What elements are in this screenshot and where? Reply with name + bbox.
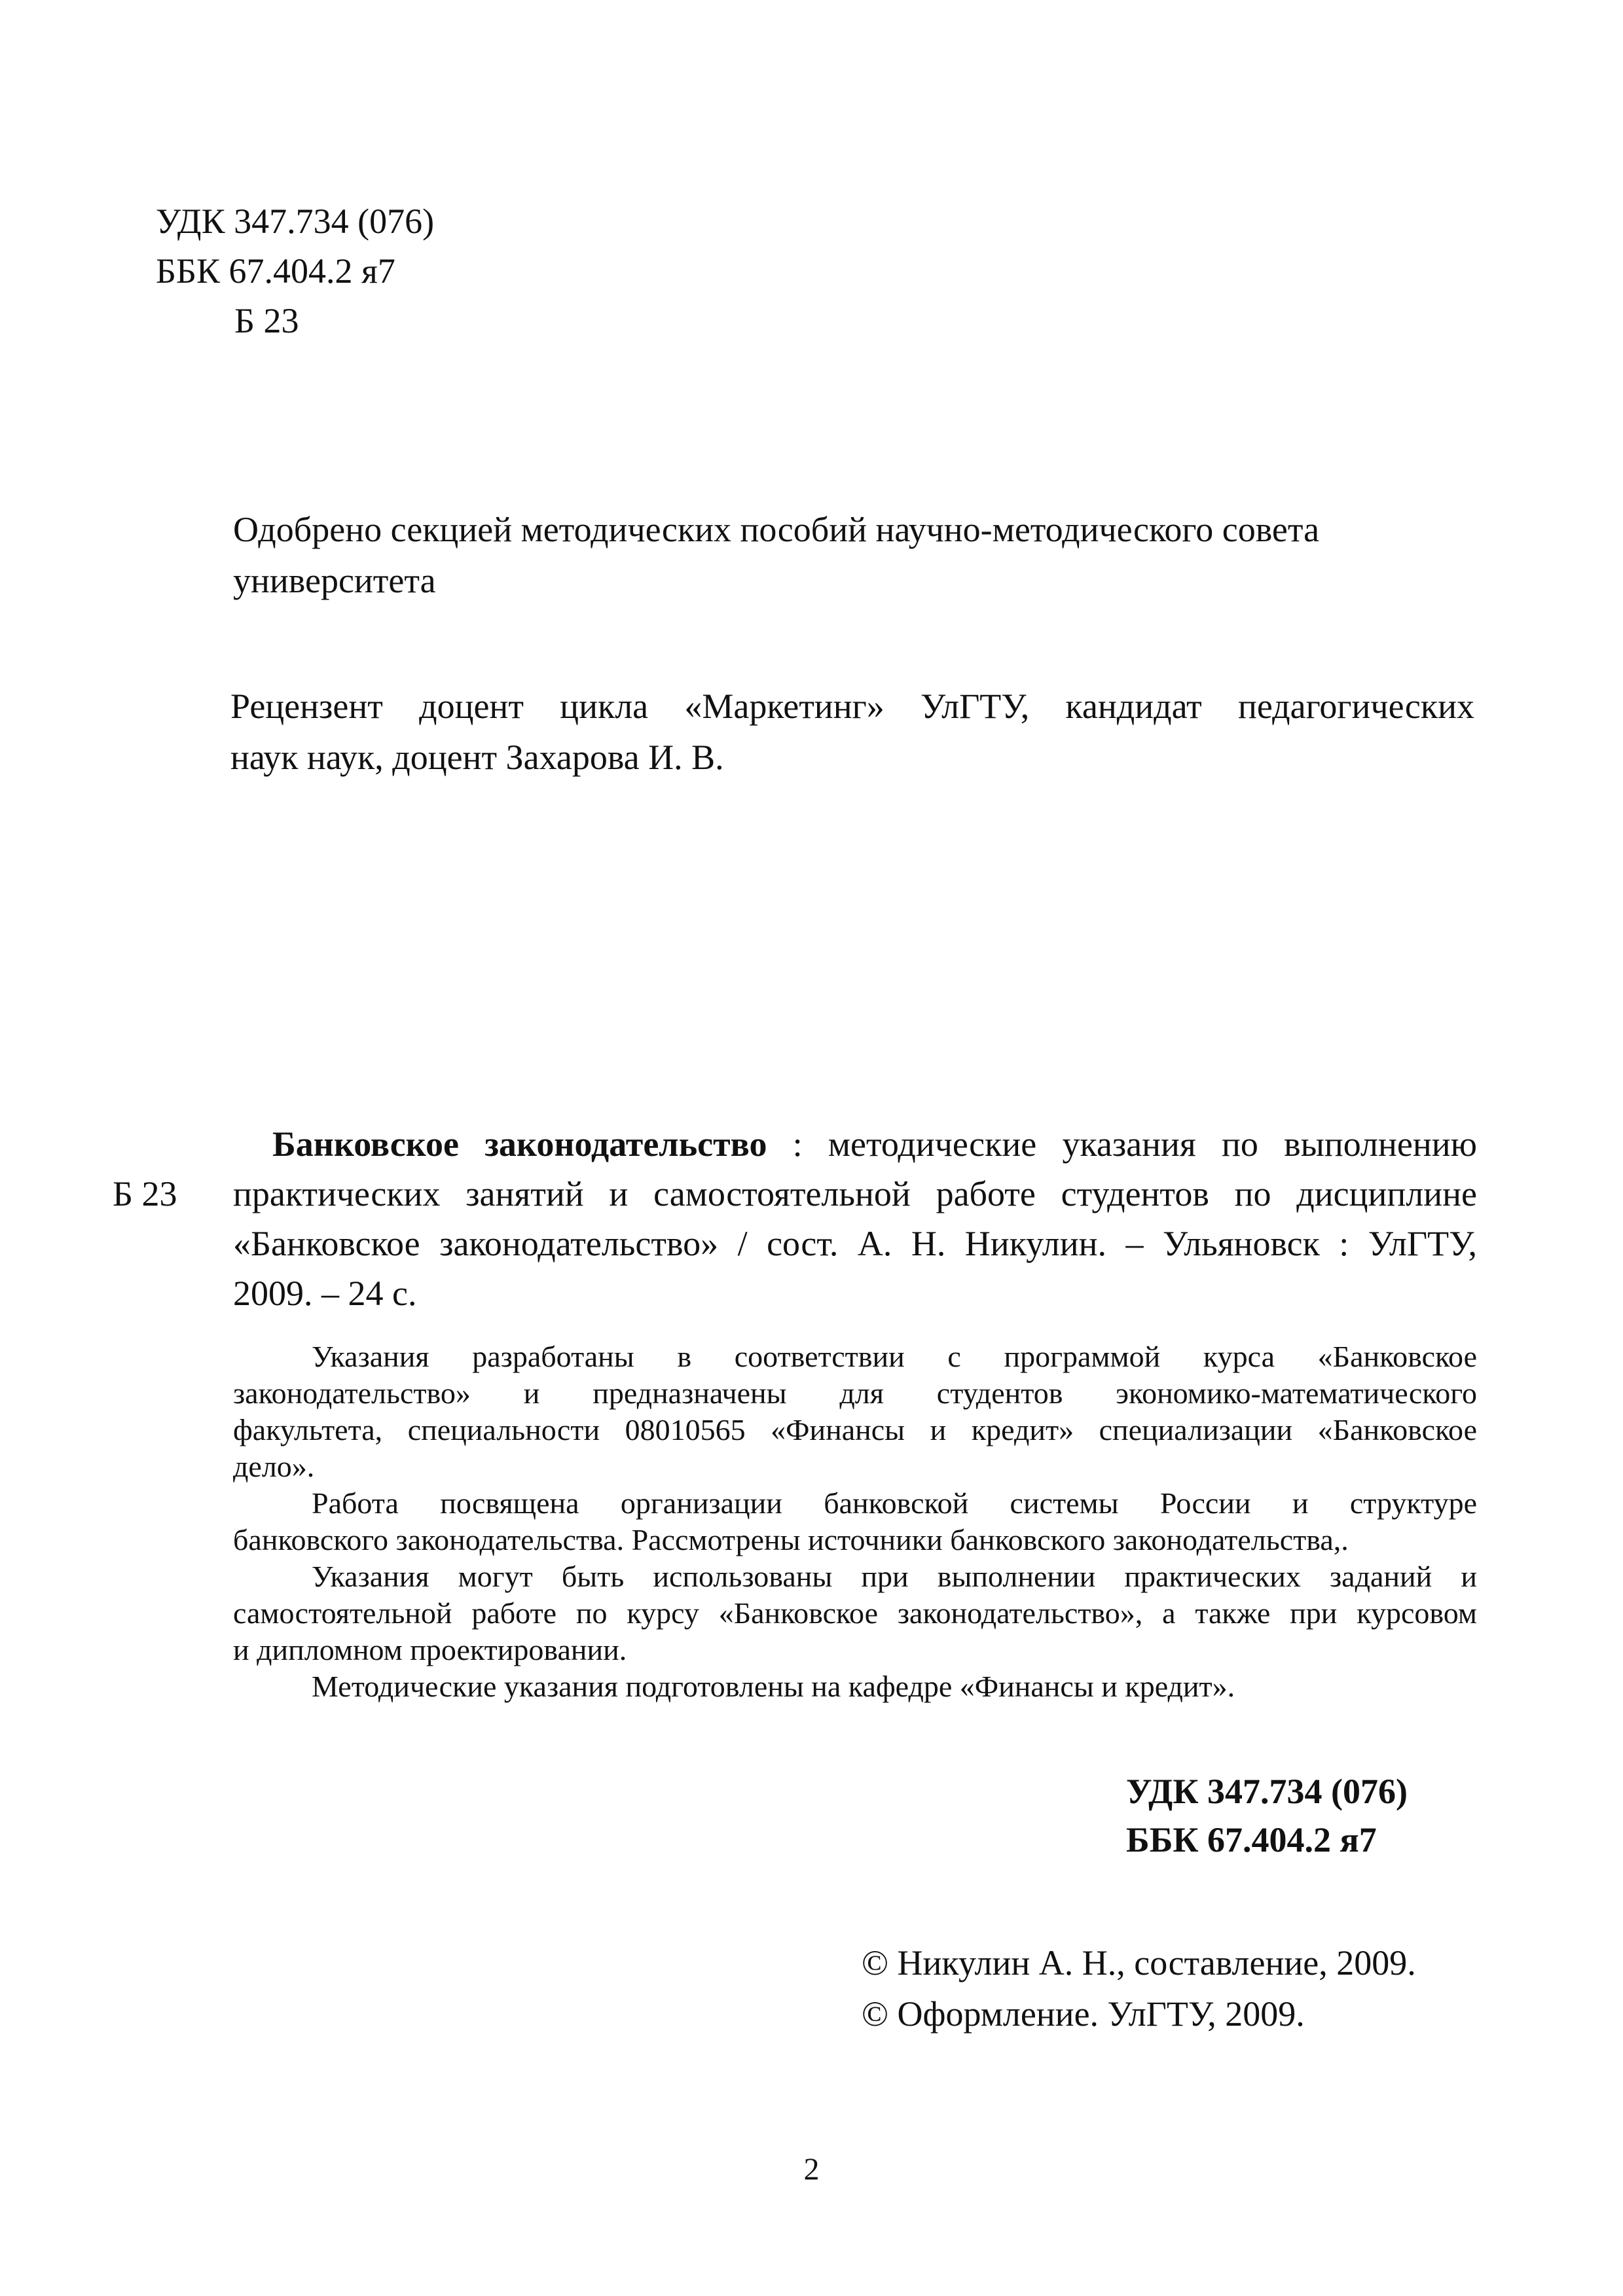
page-number: 2 <box>803 2152 820 2187</box>
bbk-code: ББК 67.404.2 я7 <box>156 251 395 291</box>
record-margin-mark: Б 23 <box>113 1174 177 1213</box>
udk-code: УДК 347.734 (076) <box>156 202 435 241</box>
record-line-4: 2009. – 24 с. <box>233 1274 417 1313</box>
copyright <box>862 1937 1416 2039</box>
copyright-line-2: © Оформление. УлГТУ, 2009. <box>862 1994 1305 2034</box>
bibliographic-record <box>233 1119 1477 1318</box>
approval-line-1: Одобрено секцией методических пособий научно-методического совета <box>233 510 1320 549</box>
annotation-p4-line-1: Методические указания подготовлены на кафедре «Финансы и кредит». <box>312 1670 1235 1703</box>
annotation <box>233 1338 1477 1705</box>
author-mark: Б 23 <box>234 301 299 340</box>
annotation-p3-line-1: Указания могут быть использованы при выполнении практических заданий и <box>312 1560 1477 1593</box>
record-title: Банковское законодательство <box>272 1124 767 1164</box>
reviewer-line-1: Рецензент доцент цикла «Маркетинг» УлГТУ, кандидат педагогических <box>230 687 1474 726</box>
annotation-p3-line-3: и дипломном проектировании. <box>233 1633 627 1666</box>
annotation-p1-line-2: законодательство» и предназначены для студентов экономико-математического <box>233 1376 1477 1410</box>
annotation-p1-line-1: Указания разработаны в соответствии с программой курса «Банковское <box>312 1340 1477 1373</box>
footer-udk-code: УДК 347.734 (076) <box>1126 1772 1408 1811</box>
record-line-1-rest: : методические указания по выполнению <box>767 1124 1477 1164</box>
annotation-p2-line-2: банковского законодательства. Рассмотрены источники банковского законодательства,. <box>233 1523 1349 1556</box>
record-line-2: практических занятий и самостоятельной работе студентов по дисциплине <box>233 1174 1477 1213</box>
record-line-1 <box>233 1119 1477 1169</box>
reviewer-line-2: наук наук, доцент Захарова И. В. <box>230 738 724 777</box>
annotation-p1-line-3: факультета, специальности 08010565 «Финансы и кредит» специализации «Банковское <box>233 1413 1477 1446</box>
reviewer-note <box>230 681 1474 783</box>
annotation-p3-line-2: самостоятельной работе по курсу «Банковское законодательство», а также при курсовом <box>233 1596 1477 1630</box>
copyright-line-1: © Никулин А. Н., составление, 2009. <box>862 1943 1416 1982</box>
classification-header <box>156 196 434 346</box>
record-line-3: «Банковское законодательство» / сост. А. Н. Никулин. – Ульяновск : УлГТУ, <box>233 1224 1477 1263</box>
classification-footer <box>1126 1767 1408 1864</box>
approval-note <box>233 504 1477 606</box>
annotation-p2-line-1: Работа посвящена организации банковской системы России и структуре <box>312 1486 1477 1520</box>
annotation-p1-line-4: дело». <box>233 1450 315 1483</box>
footer-bbk-code: ББК 67.404.2 я7 <box>1126 1820 1377 1859</box>
approval-line-2: университета <box>233 561 436 600</box>
